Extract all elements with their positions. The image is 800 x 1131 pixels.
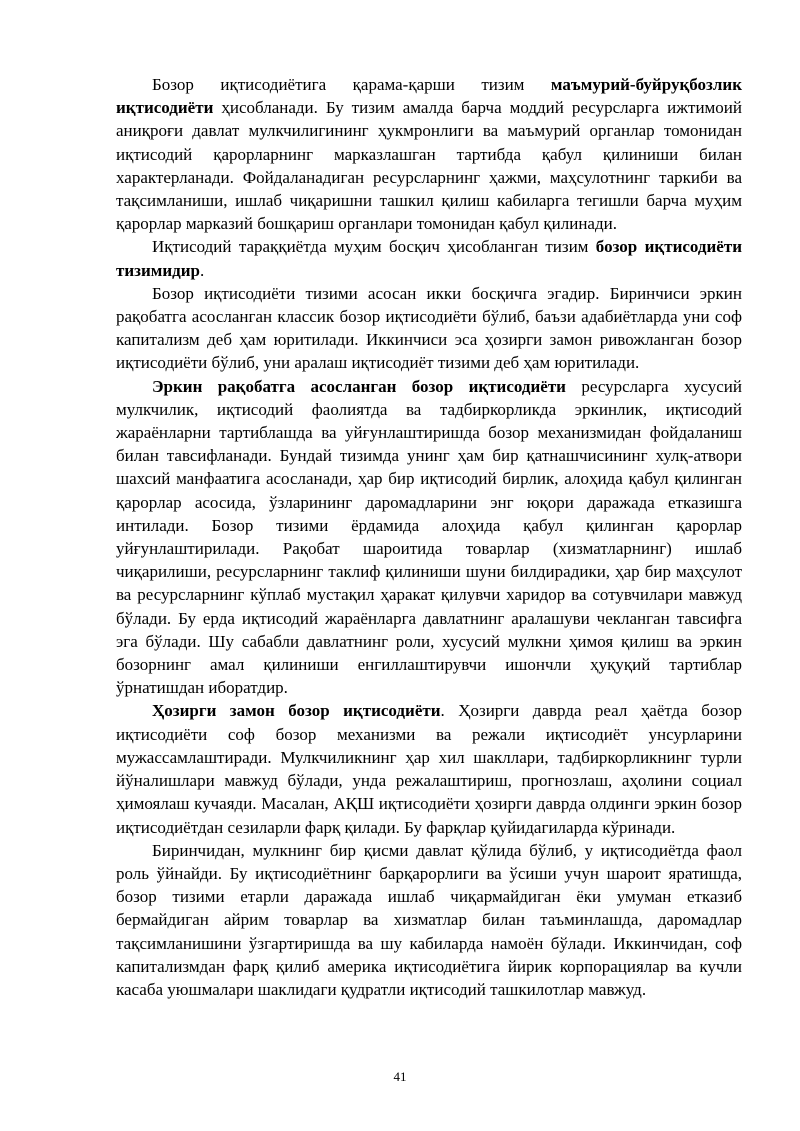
paragraph-two-stages: Бозор иқтисодиёти тизими асосан икки босқичга эгадир. Биринчиси эркин рақобатга асосланган классик бозор иқтисодиёти бўлиб, баъзи адабиётларда уни соф капитализм деб ҳам юритилади. Иккинчиси эса ҳозирги замон ривожланган бозор иқтисодиёти бўлиб, уни аралаш иқтисодиёт тизими деб ҳам юритилади. xyxy=(116,283,742,373)
term-market-economy-system: бозор иқтисодиёти тизимидир xyxy=(116,237,742,280)
document-body xyxy=(116,73,742,1001)
term-administrative-economy: маъмурий-буйруқбозлик иқтисодиёти xyxy=(116,75,742,118)
term-free-competition-economy: Эркин рақобатга асосланган бозор иқтисодиёти xyxy=(152,376,566,396)
paragraph-free-competition: Эркин рақобатга асосланган бозор иқтисодиёти ресурсларга хусусий мулкчилик, иқтисодий фаолиятда ва тадбиркорликда эркинлик, иқтисодий жараёнларни тартиблашда ва уйғунлаштиришда бозор механизмидан фойдаланиш билан тавсифланади. Бундай тизимда унинг ҳам бир қатнашчисининг хулқ-атвори шахсий манфаатига асосланади, ҳар бир иқтисодий бирлик, алоҳида қабул қилинган қарорлар асосида, ўзларининг даромадларини энг юқори даражада етказишга интилади. Бозор тизими ёрдамида алоҳида қабул қилинган қарорлар уйғунлаштирилади. Рақобат шароитида товарлар (хизматларнинг) ишлаб чиқарилиши, ресурсларнинг таклиф қилиниши шуни билдирадики, ҳар бир маҳсулот ва ресурсларнинг кўплаб мустақил ҳаракат қилувчи харидор ва сотувчилари мавжуд бўлади. Бу ерда иқтисодий жараёнларга давлатнинг аралашуви чекланган тавсифга эга бўлади. Шу сабабли давлатнинг роли, хусусий мулкни ҳимоя қилиш ва эркин бозорнинг амал қилиниши енгиллаштирувчи ишончли ҳуқуқий тартиблар ўрнатишдан иборатдир. xyxy=(116,376,743,698)
paragraph-administrative-economy: Бозор иқтисодиётига қарама-қарши тизим маъмурий-буйруқбозлик иқтисодиёти ҳисобланади. Бу тизим амалда барча моддий ресурсларга ижтимоий аниқроғи давлат мулкчилигининг ҳукмронлиги ва маъмурий органлар томонидан иқтисодий қарорларнинг марказлашган тартибда қабул қилиниши билан характерланади. Фойдаланадиган ресурсларнинг ҳажми, маҳсулотнинг таркиби ва тақсимланиши, ишлаб чиқаришни ташкил қилиш кабиларга тегишли барча муҳим қарорлар марказий бошқариш органлари томонидан қабул қилинади. xyxy=(116,75,742,234)
page-number: 41 xyxy=(393,1069,407,1084)
paragraph-modern-market-economy: Ҳозирги замон бозор иқтисодиёти. Ҳозирги даврда реал ҳаётда бозор иқтисодиёти соф бозор механизми ва режали иқтисодиёт унсурларини мужассамлаштиради. Мулкчиликнинг ҳар хил шакллари, тадбиркорликнинг турли йўналишлари мавжуд бўлади, унда режалаштириш, прогнозлаш, аҳолини социал ҳимоялаш кучаяди. Масалан, АҚШ иқтисодиёти ҳозирги даврда олдинги эркин бозор иқтисодиётдан сезиларли фарқ қилади. Бу фарқлар қуйидагиларда кўринади. xyxy=(116,701,742,837)
term-modern-market-economy: Ҳозирги замон бозор иқтисодиёти xyxy=(152,701,441,721)
paragraph-market-economy-system: Иқтисодий тараққиётда муҳим босқич ҳисобланган тизим бозор иқтисодиёти тизимидир. xyxy=(116,237,742,280)
paragraph-first-second-differences: Биринчидан, мулкнинг бир қисми давлат қўлида бўлиб, у иқтисодиётда фаол роль ўйнайди. Бу иқтисодиётнинг барқарорлиги ва ўсиши учун шароит яратишда, бозор тизими етарли даражада ишлаб чиқармайдиган ёки умуман етказиб бермайдиган айрим товарлар ва хизматлар билан таъминлашда, даромадлар тақсимланишини ўзгартиришда ва шу кабиларда намоён бўлади. Иккинчидан, соф капитализмдан фарқ қилиб америка иқтисодиётига йирик корпорациялар ва кучли касаба уюшмалари шаклидаги қудратли иқтисодий ташкилотлар мавжуд. xyxy=(116,840,742,999)
